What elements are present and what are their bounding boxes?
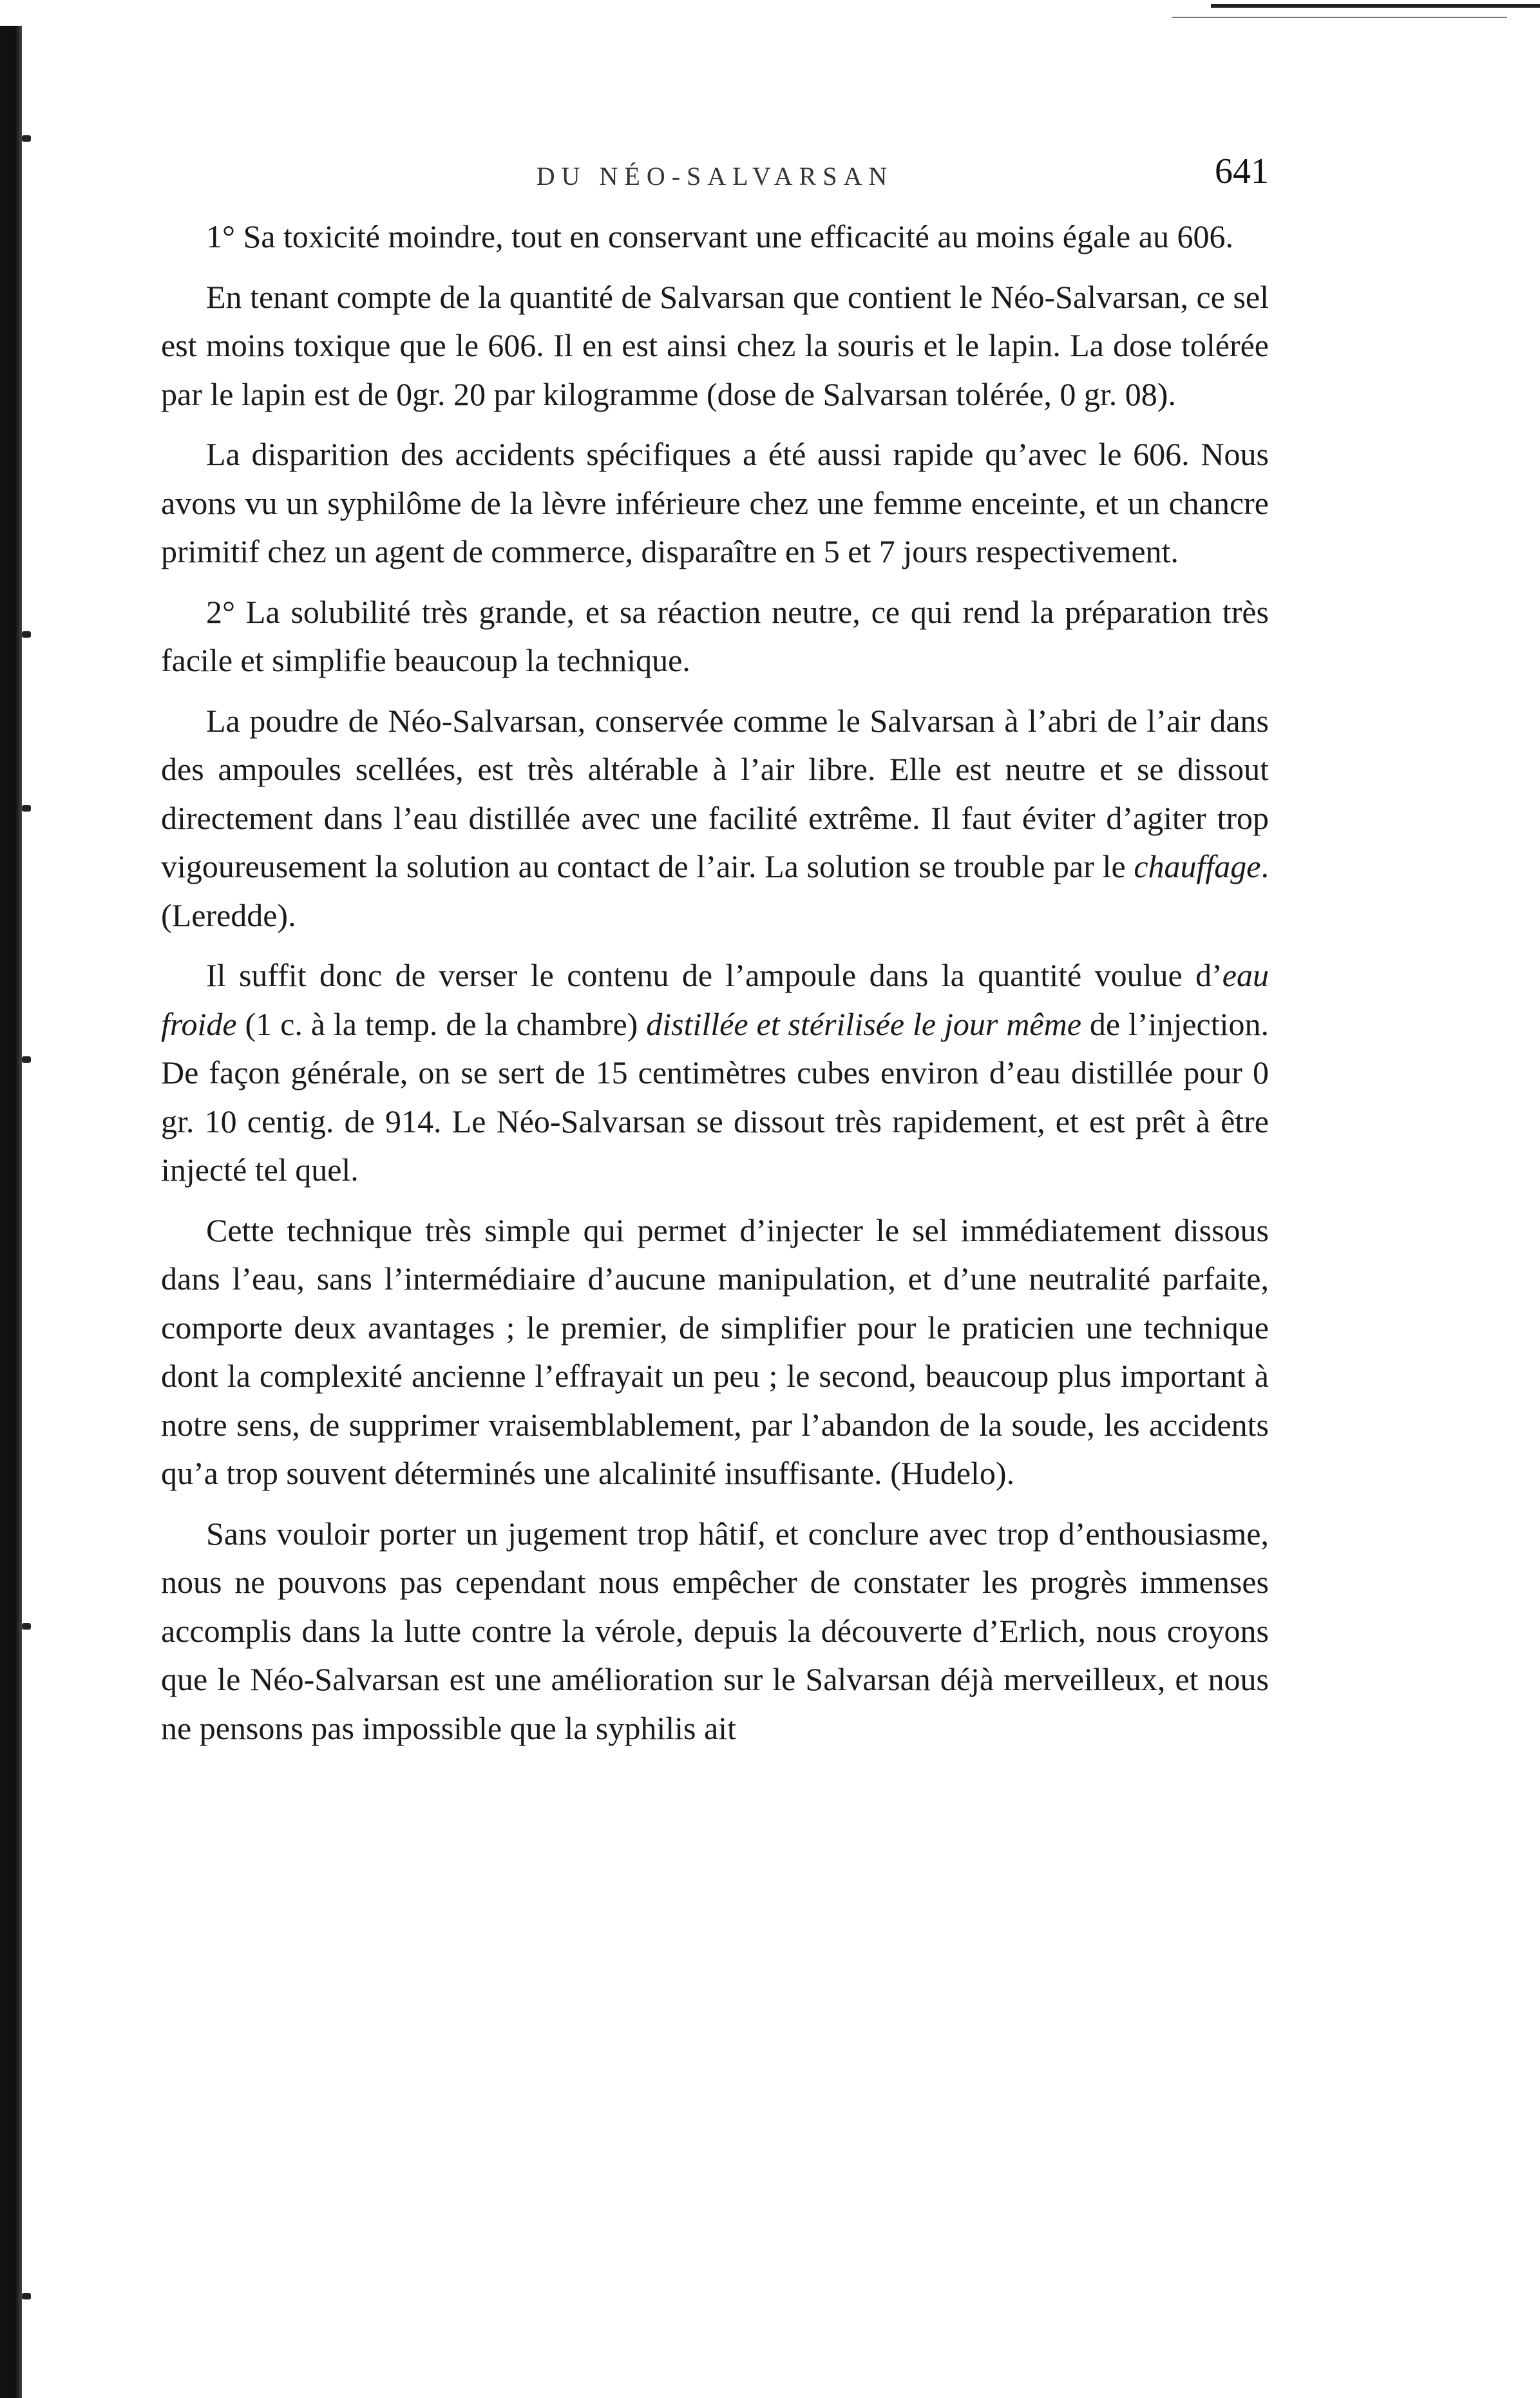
text-run: Il suffit donc de verser le contenu de l’ampoule dans la quantité voulue d’	[206, 957, 1222, 993]
text-run: . (Leredde).	[161, 848, 1269, 933]
paragraph	[161, 588, 1269, 685]
paragraph	[161, 213, 1269, 262]
italic-text: eau froide	[161, 957, 1269, 1042]
binding-mark	[22, 1623, 31, 1630]
text-run: La disparition des accidents spécifiques a été aussi rapide qu’avec le 606. Nous avons vu un syphilôme de la lèvre inférieure chez une femme enceinte, et un chancre primitif chez un agent de commerce, disparaître en 5 et 7 jours respectivement.	[161, 436, 1269, 569]
text-run: En tenant compte de la quantité de Salvarsan que contient le Néo-Salvarsan, ce sel est moins toxique que le 606. Il en est ainsi chez la souris et le lapin. La dose tolérée par le lapin est de 0gr. 20 par kilogramme (dose de Salvarsan tolérée, 0 gr. 08).	[161, 278, 1269, 412]
italic-text: chauffage	[1134, 848, 1261, 884]
paragraph	[161, 273, 1269, 419]
text-run: (1 c. à la temp. de la chambre)	[236, 1005, 647, 1042]
book-page	[161, 142, 1269, 1764]
binding-mark	[22, 1056, 31, 1063]
page-binding-shadow	[0, 26, 22, 2398]
text-run: 1° Sa toxicité moindre, tout en conservant une efficacité au moins égale au 606.	[206, 218, 1233, 254]
paragraph	[161, 697, 1269, 940]
running-head	[161, 142, 1269, 213]
text-run: 2° La solubilité très grande, et sa réaction neutre, ce qui rend la préparation très facile et simplifie beaucoup la technique.	[161, 593, 1269, 678]
paragraph	[161, 951, 1269, 1195]
page-number: 641	[1215, 151, 1269, 191]
body-text	[161, 213, 1269, 1753]
text-run: La poudre de Néo-Salvarsan, conservée comme le Salvarsan à l’abri de l’air dans des ampoules scellées, est très altérable à l’air libre. Elle est neutre et se dissout directement dans l’eau distillée avec une facilité extrême. Il faut éviter d’agiter trop vigoureusement la solution au contact de l’air. La solution se trouble par le	[161, 702, 1269, 884]
paragraph	[161, 430, 1269, 576]
paragraph	[161, 1510, 1269, 1753]
italic-text: distillée et stérilisée le jour même	[646, 1005, 1081, 1042]
paragraph	[161, 1206, 1269, 1498]
text-run: Sans vouloir porter un jugement trop hâtif, et conclure avec trop d’enthousiasme, nous ne pouvons pas cependant nous empêcher de constater les progrès immenses accomplis dans la lutte contre la vérole, depuis la découverte d’Erlich, nous croyons que le Néo-Salvarsan est une amélioration sur le Salvarsan déjà merveilleux, et nous ne pensons pas impossible que la syphilis ait	[161, 1515, 1269, 1746]
top-edge-rule	[1211, 4, 1540, 8]
binding-mark	[22, 2293, 31, 2299]
binding-mark	[22, 135, 31, 142]
binding-mark	[22, 805, 31, 812]
top-edge-thin-rule	[1172, 17, 1507, 18]
running-title: DU NÉO-SALVARSAN	[536, 162, 894, 191]
text-run: Cette technique très simple qui permet d’injecter le sel immédiatement dissous dans l’eau, sans l’intermédiaire d’aucune manipulation, et d’une neutralité parfaite, comporte deux avantages ; le premier, de simplifier pour le praticien une technique dont la complexité ancienne l’effrayait un peu ; le second, beaucoup plus important à notre sens, de supprimer vraisemblablement, par l’abandon de la soude, les accidents qu’a trop souvent déterminés une alcalinité insuffisante. (Hudelo).	[161, 1212, 1269, 1491]
text-run: de l’injection. De façon générale, on se sert de 15 centimètres cubes environ d’eau distillée pour 0 gr. 10 centig. de 914. Le Néo-Salvarsan se dissout très rapidement, et est prêt à être injecté tel quel.	[161, 1005, 1269, 1188]
binding-mark	[22, 631, 31, 638]
